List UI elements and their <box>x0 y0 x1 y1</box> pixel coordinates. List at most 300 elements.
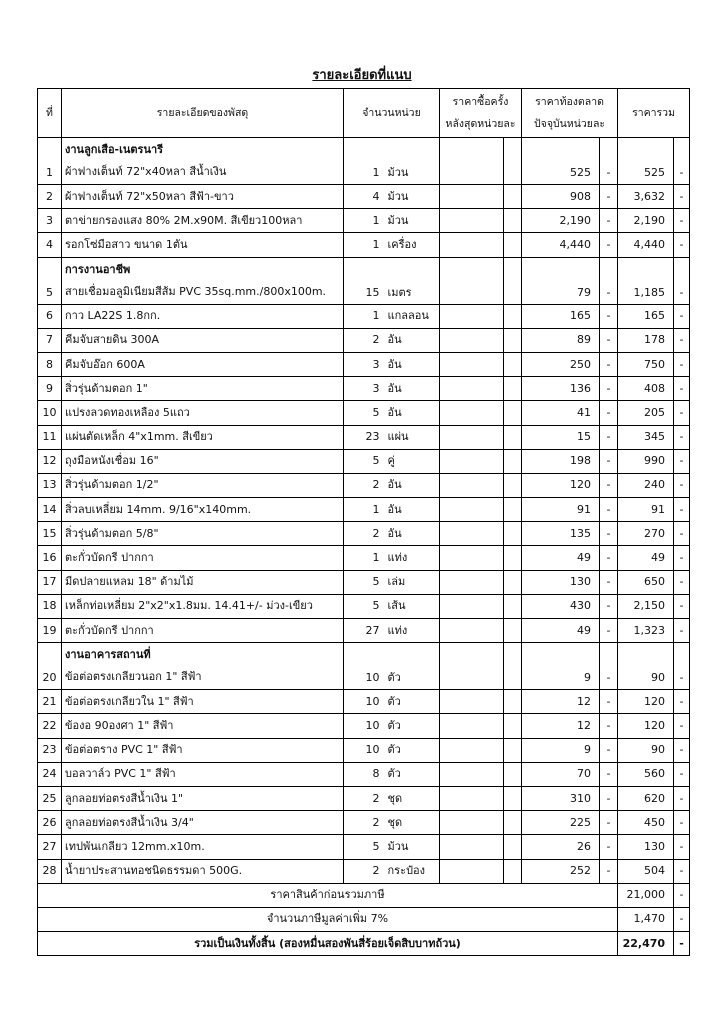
line-total-dash: - <box>674 643 690 690</box>
item-description-text: สิ่วลบเหลี่ยม 14mm. 9/16"x140mm. <box>65 502 252 516</box>
market-price-value: 49 <box>522 619 600 643</box>
item-quantity: 2 <box>344 473 384 497</box>
item-unit: ชุด <box>384 811 440 835</box>
summary-row <box>38 932 690 956</box>
last-price-dash <box>504 811 522 835</box>
item-unit: ม้วน <box>384 835 440 859</box>
line-total-value: 1,185 <box>618 257 674 304</box>
last-price-value <box>440 859 504 883</box>
item-unit: แท่ง <box>384 619 440 643</box>
item-quantity: 10 <box>344 714 384 738</box>
last-price-value <box>440 811 504 835</box>
last-price-dash <box>504 859 522 883</box>
line-total-dash: - <box>674 209 690 233</box>
item-description-text: คีมจับสายดิน 300A <box>65 333 160 347</box>
item-description-text: ตาข่ายกรองแสง 80% 2M.x90M. สีเขียว100หลา <box>65 213 303 227</box>
last-price-dash <box>504 835 522 859</box>
table-row <box>38 762 690 786</box>
table-row <box>38 859 690 883</box>
procurement-table <box>37 88 690 956</box>
market-price-value: 430 <box>522 594 600 618</box>
item-unit: อัน <box>384 328 440 352</box>
item-description-text: ข้อต่อตรงเกลียวใน 1" สีฟ้า <box>65 694 194 708</box>
line-total-value: 1,323 <box>618 619 674 643</box>
item-description <box>62 328 344 352</box>
last-price-value <box>440 449 504 473</box>
last-price-dash <box>504 138 522 185</box>
line-total-value: 4,440 <box>618 233 674 257</box>
item-quantity: 8 <box>344 762 384 786</box>
row-number: 20 <box>38 643 62 690</box>
last-price-dash <box>504 352 522 376</box>
last-price-dash <box>504 449 522 473</box>
market-price-value: 49 <box>522 546 600 570</box>
item-description <box>62 425 344 449</box>
header-last-price-line1: ราคาซื้อครั้ง <box>452 96 509 108</box>
line-total-dash: - <box>674 473 690 497</box>
row-number: 14 <box>38 498 62 522</box>
item-description <box>62 257 344 304</box>
line-total-value: 49 <box>618 546 674 570</box>
last-price-dash <box>504 185 522 209</box>
market-price-dash: - <box>600 714 618 738</box>
item-unit: ตัว <box>384 738 440 762</box>
market-price-value: 26 <box>522 835 600 859</box>
item-description-text: ข้องอ 90องศา 1" สีฟ้า <box>65 718 174 732</box>
item-description <box>62 449 344 473</box>
market-price-value: 12 <box>522 714 600 738</box>
section-heading: การงานอาชีพ <box>65 262 131 276</box>
summary-value: 1,470 <box>618 907 674 931</box>
item-description-text: สายเชื่อมอลูมิเนียมสีส้ม PVC 35sq.mm./800x100m. <box>65 284 327 298</box>
last-price-dash <box>504 594 522 618</box>
last-price-dash <box>504 643 522 690</box>
table-row <box>38 643 690 690</box>
item-description <box>62 762 344 786</box>
last-price-value <box>440 594 504 618</box>
item-unit: ตัว <box>384 690 440 714</box>
table-footer <box>38 883 690 956</box>
market-price-dash: - <box>600 594 618 618</box>
item-unit: อัน <box>384 401 440 425</box>
item-description <box>62 786 344 810</box>
line-total-dash: - <box>674 762 690 786</box>
item-description-text: แผ่นตัดเหล็ก 4"x1mm. สีเขียว <box>65 430 213 444</box>
line-total-value: 178 <box>618 328 674 352</box>
item-quantity: 15 <box>344 257 384 304</box>
item-quantity: 10 <box>344 690 384 714</box>
item-description-text: เทปพันเกลียว 12mm.x10m. <box>65 839 205 853</box>
table-row <box>38 328 690 352</box>
line-total-dash: - <box>674 401 690 425</box>
market-price-value: 135 <box>522 522 600 546</box>
summary-dash: - <box>674 883 690 907</box>
item-description-text: สิ่วรุ่นด้ามตอก 5/8" <box>65 526 159 540</box>
market-price-dash: - <box>600 859 618 883</box>
row-number: 7 <box>38 328 62 352</box>
market-price-value: 9 <box>522 643 600 690</box>
last-price-value <box>440 714 504 738</box>
item-quantity: 10 <box>344 643 384 690</box>
market-price-dash: - <box>600 401 618 425</box>
last-price-value <box>440 762 504 786</box>
item-quantity: 27 <box>344 619 384 643</box>
last-price-dash <box>504 546 522 570</box>
item-unit: อัน <box>384 473 440 497</box>
row-number: 11 <box>38 425 62 449</box>
item-description-text: ผ้าฟางเต็นท์ 72"x50หลา สีฟ้า-ขาว <box>65 189 234 203</box>
last-price-value <box>440 690 504 714</box>
header-quantity-unit: จำนวนหน่วย <box>344 89 440 138</box>
last-price-dash <box>504 738 522 762</box>
market-price-dash: - <box>600 425 618 449</box>
table-row <box>38 835 690 859</box>
item-quantity: 4 <box>344 185 384 209</box>
last-price-value <box>440 401 504 425</box>
last-price-value <box>440 233 504 257</box>
last-price-dash <box>504 377 522 401</box>
item-unit: เล่ม <box>384 570 440 594</box>
row-number: 12 <box>38 449 62 473</box>
table-row <box>38 185 690 209</box>
line-total-dash: - <box>674 233 690 257</box>
item-unit: ม้วน <box>384 209 440 233</box>
item-unit: เส้น <box>384 594 440 618</box>
market-price-dash: - <box>600 449 618 473</box>
line-total-value: 240 <box>618 473 674 497</box>
line-total-dash: - <box>674 377 690 401</box>
item-description <box>62 546 344 570</box>
last-price-dash <box>504 257 522 304</box>
market-price-dash: - <box>600 811 618 835</box>
item-quantity: 5 <box>344 449 384 473</box>
header-market-price <box>522 89 618 138</box>
item-description <box>62 738 344 762</box>
page-title: รายละเอียดที่แนบ <box>312 68 412 83</box>
item-description-text: ถุงมือหนังเชื่อม 16" <box>65 454 159 468</box>
item-unit: แผ่น <box>384 425 440 449</box>
line-total-dash: - <box>674 352 690 376</box>
market-price-value: 41 <box>522 401 600 425</box>
line-total-value: 750 <box>618 352 674 376</box>
table-row <box>38 209 690 233</box>
market-price-dash: - <box>600 352 618 376</box>
table-row <box>38 690 690 714</box>
row-number: 9 <box>38 377 62 401</box>
table-row <box>38 233 690 257</box>
item-description-text: คีมจับอ๊อก 600A <box>65 357 145 371</box>
line-total-dash: - <box>674 835 690 859</box>
last-price-value <box>440 138 504 185</box>
item-unit: อัน <box>384 498 440 522</box>
item-unit: อัน <box>384 377 440 401</box>
last-price-dash <box>504 304 522 328</box>
summary-label: ราคาสินค้าก่อนรวมภาษี <box>38 883 618 907</box>
row-number: 18 <box>38 594 62 618</box>
table-row <box>38 138 690 185</box>
line-total-value: 408 <box>618 377 674 401</box>
item-description <box>62 377 344 401</box>
market-price-value: 15 <box>522 425 600 449</box>
row-number: 16 <box>38 546 62 570</box>
table-row <box>38 786 690 810</box>
last-price-dash <box>504 401 522 425</box>
market-price-dash: - <box>600 304 618 328</box>
table-row <box>38 714 690 738</box>
market-price-value: 310 <box>522 786 600 810</box>
row-number: 23 <box>38 738 62 762</box>
item-description-text: น้ำยาประสานทอชนิดธรรมดา 500G. <box>65 864 243 878</box>
header-market-price-line1: ราคาท้องตลาด <box>535 96 604 108</box>
row-number: 21 <box>38 690 62 714</box>
line-total-value: 165 <box>618 304 674 328</box>
line-total-dash: - <box>674 304 690 328</box>
table-row <box>38 377 690 401</box>
item-description <box>62 138 344 185</box>
last-price-dash <box>504 786 522 810</box>
market-price-dash: - <box>600 185 618 209</box>
row-number: 4 <box>38 233 62 257</box>
market-price-dash: - <box>600 377 618 401</box>
market-price-value: 89 <box>522 328 600 352</box>
item-description-text: ตะกั่วบัดกรี ปากกา <box>65 623 154 637</box>
item-unit: อัน <box>384 352 440 376</box>
summary-label: รวมเป็นเงินทั้งสิ้น (สองหมื่นสองพันสี่ร้อยเจ็ดสิบบาทถ้วน) <box>38 932 618 956</box>
line-total-dash: - <box>674 811 690 835</box>
item-description <box>62 473 344 497</box>
row-number: 13 <box>38 473 62 497</box>
item-description-text: บอลวาล์ว PVC 1" สีฟ้า <box>65 767 176 781</box>
item-description-text: สิ่วรุ่นด้ามตอก 1" <box>65 381 148 395</box>
last-price-value <box>440 522 504 546</box>
item-quantity: 5 <box>344 401 384 425</box>
market-price-value: 908 <box>522 185 600 209</box>
last-price-dash <box>504 473 522 497</box>
row-number: 3 <box>38 209 62 233</box>
line-total-dash: - <box>674 859 690 883</box>
table-header-row <box>38 89 690 138</box>
item-quantity: 5 <box>344 570 384 594</box>
line-total-value: 2,190 <box>618 209 674 233</box>
row-number: 15 <box>38 522 62 546</box>
last-price-value <box>440 498 504 522</box>
last-price-value <box>440 328 504 352</box>
header-no: ที่ <box>38 89 62 138</box>
line-total-value: 990 <box>618 449 674 473</box>
item-description <box>62 185 344 209</box>
market-price-dash: - <box>600 522 618 546</box>
summary-value: 21,000 <box>618 883 674 907</box>
item-description-text: ข้อต่อตรงเกลียวนอก 1" สีฟ้า <box>65 670 202 684</box>
last-price-value <box>440 352 504 376</box>
item-description-text: ลูกลอยท่อตรงสีน้ำเงิน 1" <box>65 791 184 805</box>
market-price-dash: - <box>600 328 618 352</box>
item-quantity: 10 <box>344 738 384 762</box>
market-price-value: 91 <box>522 498 600 522</box>
market-price-dash: - <box>600 690 618 714</box>
line-total-value: 450 <box>618 811 674 835</box>
market-price-dash: - <box>600 473 618 497</box>
line-total-value: 120 <box>618 714 674 738</box>
row-number: 24 <box>38 762 62 786</box>
line-total-value: 270 <box>618 522 674 546</box>
last-price-dash <box>504 425 522 449</box>
line-total-value: 205 <box>618 401 674 425</box>
last-price-value <box>440 425 504 449</box>
market-price-value: 79 <box>522 257 600 304</box>
market-price-value: 136 <box>522 377 600 401</box>
section-heading: งานลูกเสือ-เนตรนารี <box>65 143 164 156</box>
item-description-text: กาว LA22S 1.8กก. <box>65 309 161 323</box>
table-row <box>38 473 690 497</box>
line-total-dash: - <box>674 328 690 352</box>
last-price-value <box>440 257 504 304</box>
line-total-dash: - <box>674 619 690 643</box>
item-quantity: 2 <box>344 811 384 835</box>
item-description <box>62 594 344 618</box>
line-total-value: 130 <box>618 835 674 859</box>
last-price-dash <box>504 690 522 714</box>
item-description-text: แปรงลวดทองเหลือง 5แถว <box>65 405 190 419</box>
line-total-value: 91 <box>618 498 674 522</box>
line-total-dash: - <box>674 570 690 594</box>
market-price-dash: - <box>600 835 618 859</box>
table-row <box>38 570 690 594</box>
table-row <box>38 304 690 328</box>
item-unit: ตัว <box>384 643 440 690</box>
market-price-value: 120 <box>522 473 600 497</box>
market-price-dash: - <box>600 786 618 810</box>
line-total-value: 90 <box>618 643 674 690</box>
item-description-text: เหล็กท่อเหลี่ยม 2"x2"x1.8มม. 14.41+/- ม่วง-เขียว <box>65 599 313 613</box>
last-price-dash <box>504 498 522 522</box>
row-number: 25 <box>38 786 62 810</box>
line-total-dash: - <box>674 449 690 473</box>
item-description <box>62 643 344 690</box>
item-unit: ตัว <box>384 762 440 786</box>
item-quantity: 5 <box>344 835 384 859</box>
item-unit: เครื่อง <box>384 233 440 257</box>
line-total-dash: - <box>674 786 690 810</box>
item-description <box>62 209 344 233</box>
item-quantity: 1 <box>344 209 384 233</box>
item-quantity: 1 <box>344 546 384 570</box>
summary-value: 22,470 <box>618 932 674 956</box>
item-unit: ม้วน <box>384 138 440 185</box>
table-row <box>38 449 690 473</box>
market-price-dash: - <box>600 643 618 690</box>
last-price-value <box>440 473 504 497</box>
line-total-dash: - <box>674 738 690 762</box>
item-description <box>62 304 344 328</box>
item-quantity: 1 <box>344 138 384 185</box>
market-price-dash: - <box>600 233 618 257</box>
item-description <box>62 811 344 835</box>
last-price-value <box>440 546 504 570</box>
last-price-dash <box>504 714 522 738</box>
market-price-dash: - <box>600 738 618 762</box>
last-price-value <box>440 377 504 401</box>
last-price-value <box>440 185 504 209</box>
item-description-text: รอกโซ่มือสาว ขนาด 1ตัน <box>65 237 188 251</box>
line-total-value: 504 <box>618 859 674 883</box>
item-description <box>62 522 344 546</box>
item-quantity: 5 <box>344 594 384 618</box>
row-number: 28 <box>38 859 62 883</box>
table-row <box>38 401 690 425</box>
last-price-value <box>440 835 504 859</box>
item-unit: คู่ <box>384 449 440 473</box>
market-price-value: 9 <box>522 738 600 762</box>
line-total-dash: - <box>674 690 690 714</box>
line-total-value: 120 <box>618 690 674 714</box>
item-unit: เมตร <box>384 257 440 304</box>
row-number: 2 <box>38 185 62 209</box>
row-number: 22 <box>38 714 62 738</box>
line-total-dash: - <box>674 714 690 738</box>
item-quantity: 1 <box>344 233 384 257</box>
item-quantity: 23 <box>344 425 384 449</box>
market-price-value: 525 <box>522 138 600 185</box>
item-description <box>62 498 344 522</box>
row-number: 8 <box>38 352 62 376</box>
table-row <box>38 619 690 643</box>
market-price-dash: - <box>600 546 618 570</box>
market-price-value: 2,190 <box>522 209 600 233</box>
market-price-dash: - <box>600 498 618 522</box>
item-description <box>62 570 344 594</box>
header-description: รายละเอียดของพัสดุ <box>62 89 344 138</box>
line-total-value: 620 <box>618 786 674 810</box>
line-total-value: 3,632 <box>618 185 674 209</box>
market-price-dash: - <box>600 619 618 643</box>
item-quantity: 1 <box>344 304 384 328</box>
last-price-dash <box>504 762 522 786</box>
item-description-text: มีดปลายแหลม 18" ด้ามไม้ <box>65 575 194 589</box>
table-row <box>38 425 690 449</box>
market-price-value: 4,440 <box>522 233 600 257</box>
market-price-value: 70 <box>522 762 600 786</box>
row-number: 27 <box>38 835 62 859</box>
summary-dash: - <box>674 907 690 931</box>
row-number: 19 <box>38 619 62 643</box>
section-heading: งานอาคารสถานที่ <box>65 648 151 662</box>
table-row <box>38 352 690 376</box>
item-quantity: 2 <box>344 328 384 352</box>
item-description <box>62 835 344 859</box>
last-price-dash <box>504 233 522 257</box>
line-total-dash: - <box>674 594 690 618</box>
line-total-dash: - <box>674 522 690 546</box>
table-row <box>38 546 690 570</box>
item-quantity: 2 <box>344 786 384 810</box>
market-price-value: 12 <box>522 690 600 714</box>
last-price-value <box>440 786 504 810</box>
market-price-dash: - <box>600 570 618 594</box>
line-total-value: 345 <box>618 425 674 449</box>
last-price-dash <box>504 570 522 594</box>
last-price-dash <box>504 328 522 352</box>
summary-label: จำนวนภาษีมูลค่าเพิ่ม 7% <box>38 907 618 931</box>
last-price-value <box>440 643 504 690</box>
market-price-dash: - <box>600 138 618 185</box>
market-price-value: 250 <box>522 352 600 376</box>
line-total-value: 525 <box>618 138 674 185</box>
line-total-dash: - <box>674 138 690 185</box>
item-description-text: ลูกลอยท่อตรงสีน้ำเงิน 3/4" <box>65 815 194 829</box>
item-description-text: ผ้าฟางเต็นท์ 72"x40หลา สีน้ำเงิน <box>65 165 227 178</box>
item-description <box>62 619 344 643</box>
